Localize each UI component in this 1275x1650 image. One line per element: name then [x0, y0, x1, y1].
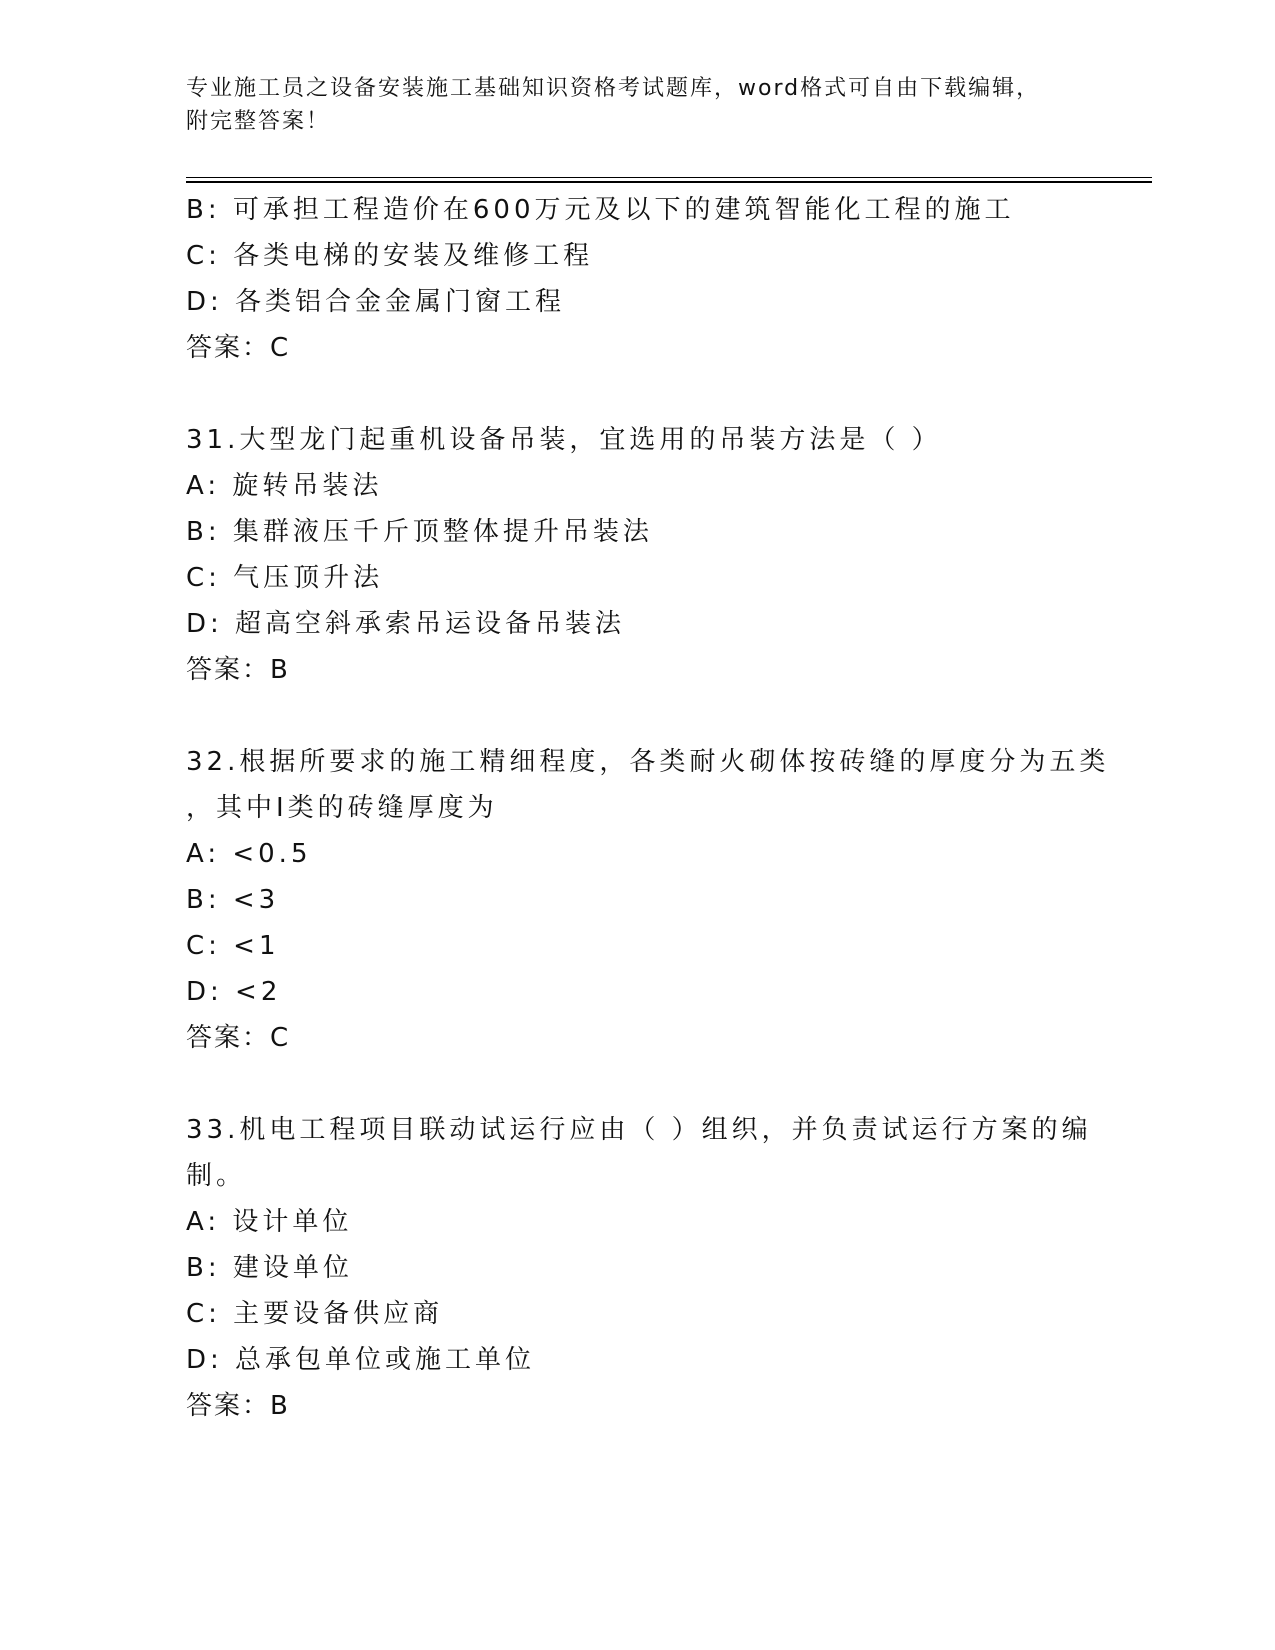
document-header: [186, 72, 1066, 138]
question-32: [186, 739, 1126, 1061]
question-title-line-1: 32.根据所要求的施工精细程度，各类耐火砌体按砖缝的厚度分为五类: [186, 747, 1110, 777]
option-d: D: <2: [186, 977, 282, 1007]
answer: 答案：B: [186, 1391, 290, 1421]
option-c: C: 各类电梯的安装及维修工程: [186, 241, 594, 271]
answer: 答案：C: [186, 1023, 291, 1053]
option-b: B: 集群液压千斤顶整体提升吊装法: [186, 517, 653, 547]
option-a: A: <0.5: [186, 839, 312, 869]
option-c: C: <1: [186, 931, 280, 961]
option-a: A: 旋转吊装法: [186, 471, 383, 501]
header-line-1: 专业施工员之设备安装施工基础知识资格考试题库，word格式可自由下载编辑，: [186, 76, 1041, 101]
header-divider-thin: [186, 177, 1152, 178]
question-list: [186, 187, 1126, 1475]
option-b: B: <3: [186, 885, 280, 915]
option-a: A: 设计单位: [186, 1207, 353, 1237]
answer: 答案：C: [186, 333, 291, 363]
question-31: [186, 417, 1126, 693]
question-title-line-2: ，其中Ⅰ类的砖缝厚度为: [186, 793, 498, 823]
option-d: D: 超高空斜承索吊运设备吊装法: [186, 609, 626, 639]
question-title-line-1: 33.机电工程项目联动试运行应由（ ）组织，并负责试运行方案的编: [186, 1115, 1092, 1145]
option-b: B: 建设单位: [186, 1253, 353, 1283]
answer: 答案：B: [186, 655, 290, 685]
continuation-block: [186, 187, 1126, 371]
option-d: D: 总承包单位或施工单位: [186, 1345, 536, 1375]
question-33: [186, 1107, 1126, 1429]
option-c: C: 主要设备供应商: [186, 1299, 444, 1329]
question-title: 31.大型龙门起重机设备吊装，宜选用的吊装方法是（ ）: [186, 425, 942, 455]
option-b: B: 可承担工程造价在600万元及以下的建筑智能化工程的施工: [186, 195, 1015, 225]
option-d: D: 各类铝合金金属门窗工程: [186, 287, 566, 317]
option-c: C: 气压顶升法: [186, 563, 384, 593]
question-title-line-2: 制。: [186, 1161, 247, 1191]
header-line-2: 附完整答案！: [186, 109, 331, 134]
header-divider-thick: [186, 181, 1152, 183]
